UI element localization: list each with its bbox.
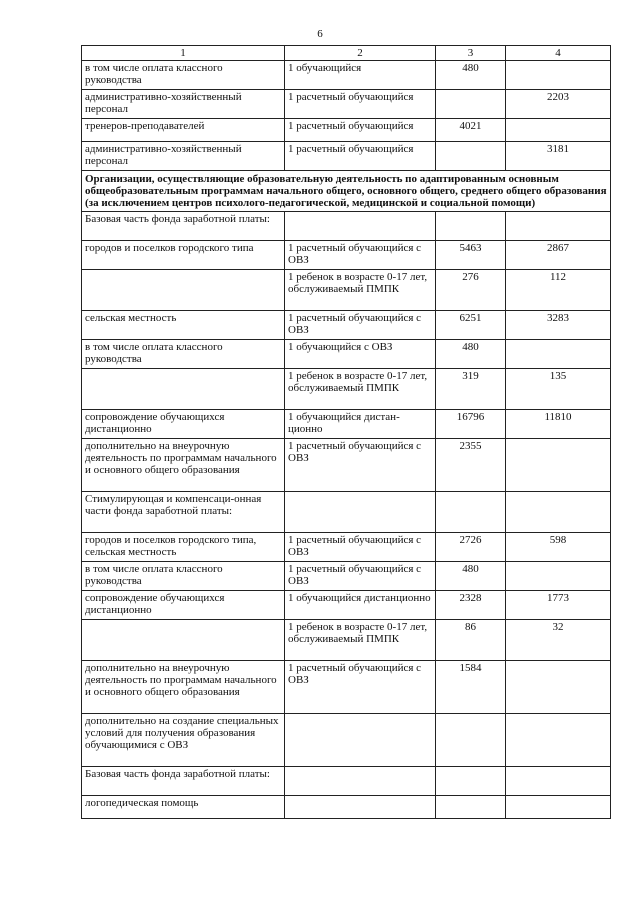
value-cell: 2203 [506, 90, 611, 119]
value-cell [436, 212, 506, 241]
unit-cell: 1 ребенок в возрасте 0-17 лет, обслуживаемый ПМПК [285, 369, 436, 410]
value-cell: 2355 [436, 439, 506, 492]
table-row [82, 212, 611, 241]
value-cell: 3283 [506, 311, 611, 340]
table-row [82, 796, 611, 819]
table-row [82, 241, 611, 270]
value-cell: 598 [506, 533, 611, 562]
table-row [82, 90, 611, 119]
unit-cell: 1 расчетный обучающийся с ОВЗ [285, 661, 436, 714]
category-cell: в том числе оплата классного руководства [82, 562, 285, 591]
table-row [82, 119, 611, 142]
header-cell: 3 [436, 46, 506, 61]
value-cell [506, 492, 611, 533]
table-row [82, 340, 611, 369]
value-cell: 16796 [436, 410, 506, 439]
unit-cell [285, 767, 436, 796]
unit-cell: 1 ребенок в возрасте 0-17 лет, обслуживаемый ПМПК [285, 620, 436, 661]
value-cell [436, 492, 506, 533]
table-row [82, 562, 611, 591]
value-cell: 1773 [506, 591, 611, 620]
unit-cell: 1 расчетный обучающийся с ОВЗ [285, 241, 436, 270]
value-cell: 11810 [506, 410, 611, 439]
value-cell: 480 [436, 340, 506, 369]
unit-cell: 1 расчетный обучающийся с ОВЗ [285, 562, 436, 591]
section-row [82, 171, 611, 212]
category-cell [82, 620, 285, 661]
header-cell: 4 [506, 46, 611, 61]
table-row [82, 311, 611, 340]
category-cell: Базовая часть фонда заработной платы: [82, 212, 285, 241]
unit-cell [285, 212, 436, 241]
unit-cell: 1 расчетный обучающийся [285, 90, 436, 119]
value-cell: 2726 [436, 533, 506, 562]
value-cell: 5463 [436, 241, 506, 270]
value-cell [436, 714, 506, 767]
value-cell: 3181 [506, 142, 611, 171]
value-cell: 319 [436, 369, 506, 410]
table-row [82, 533, 611, 562]
value-cell [506, 767, 611, 796]
value-cell [506, 562, 611, 591]
category-cell: логопедическая помощь [82, 796, 285, 819]
table-row [82, 369, 611, 410]
table-row [82, 410, 611, 439]
section-heading: Организации, осуществляющие образовательную деятельность по адаптированным основным общеобразовательным программам начального общего, основного общего, среднего общего образования (за исключением центров психолого-педагогической, медицинской и социальной помощи) [82, 171, 611, 212]
table-row [82, 492, 611, 533]
value-cell [506, 796, 611, 819]
rates-table [81, 45, 611, 819]
value-cell [506, 714, 611, 767]
unit-cell: 1 обучающийся [285, 61, 436, 90]
value-cell [506, 119, 611, 142]
table-header-row [82, 46, 611, 61]
header-cell: 1 [82, 46, 285, 61]
unit-cell: 1 расчетный обучающийся с ОВЗ [285, 533, 436, 562]
value-cell [436, 142, 506, 171]
category-cell: административно-хозяйственный персонал [82, 90, 285, 119]
category-cell: дополнительно на внеурочную деятельность по программам начального и основного общего образования [82, 439, 285, 492]
value-cell: 86 [436, 620, 506, 661]
value-cell: 480 [436, 61, 506, 90]
value-cell: 4021 [436, 119, 506, 142]
value-cell: 480 [436, 562, 506, 591]
page-number: 6 [317, 28, 323, 40]
category-cell: в том числе оплата классного руководства [82, 61, 285, 90]
value-cell: 2328 [436, 591, 506, 620]
category-cell: административно-хозяйственный персонал [82, 142, 285, 171]
category-cell: дополнительно на внеурочную деятельность по программам начального и основного общего образования [82, 661, 285, 714]
value-cell: 112 [506, 270, 611, 311]
header-cell: 2 [285, 46, 436, 61]
category-cell: Стимулирующая и компенсаци-онная части фонда заработной платы: [82, 492, 285, 533]
value-cell: 32 [506, 620, 611, 661]
category-cell: городов и поселков городского типа [82, 241, 285, 270]
value-cell: 1584 [436, 661, 506, 714]
category-cell: тренеров-преподавателей [82, 119, 285, 142]
value-cell [506, 340, 611, 369]
value-cell [506, 212, 611, 241]
table-row [82, 439, 611, 492]
unit-cell [285, 796, 436, 819]
unit-cell: 1 расчетный обучающийся с ОВЗ [285, 311, 436, 340]
unit-cell: 1 ребенок в возрасте 0-17 лет, обслуживаемый ПМПК [285, 270, 436, 311]
value-cell [436, 90, 506, 119]
category-cell: дополнительно на создание специальных условий для получения образования обучающимися с ОВЗ [82, 714, 285, 767]
value-cell [436, 796, 506, 819]
value-cell [506, 661, 611, 714]
unit-cell: 1 обучающийся с ОВЗ [285, 340, 436, 369]
table-row [82, 142, 611, 171]
table-row [82, 620, 611, 661]
category-cell: сопровождение обучающихся дистанционно [82, 591, 285, 620]
category-cell [82, 270, 285, 311]
unit-cell: 1 обучающийся дистанционно [285, 591, 436, 620]
table-row [82, 661, 611, 714]
value-cell: 135 [506, 369, 611, 410]
table-row [82, 270, 611, 311]
unit-cell: 1 расчетный обучающийся [285, 119, 436, 142]
value-cell: 6251 [436, 311, 506, 340]
category-cell: в том числе оплата классного руководства [82, 340, 285, 369]
table-row [82, 61, 611, 90]
table-row [82, 591, 611, 620]
unit-cell: 1 расчетный обучающийся [285, 142, 436, 171]
category-cell: сельская местность [82, 311, 285, 340]
unit-cell: 1 расчетный обучающийся с ОВЗ [285, 439, 436, 492]
value-cell: 2867 [506, 241, 611, 270]
category-cell: городов и поселков городского типа, сельская местность [82, 533, 285, 562]
category-cell [82, 369, 285, 410]
value-cell [506, 439, 611, 492]
unit-cell: 1 обучающийся дистан-ционно [285, 410, 436, 439]
table-row [82, 714, 611, 767]
value-cell [506, 61, 611, 90]
category-cell: сопровождение обучающихся дистанционно [82, 410, 285, 439]
category-cell: Базовая часть фонда заработной платы: [82, 767, 285, 796]
unit-cell [285, 714, 436, 767]
table-row [82, 767, 611, 796]
value-cell [436, 767, 506, 796]
value-cell: 276 [436, 270, 506, 311]
unit-cell [285, 492, 436, 533]
